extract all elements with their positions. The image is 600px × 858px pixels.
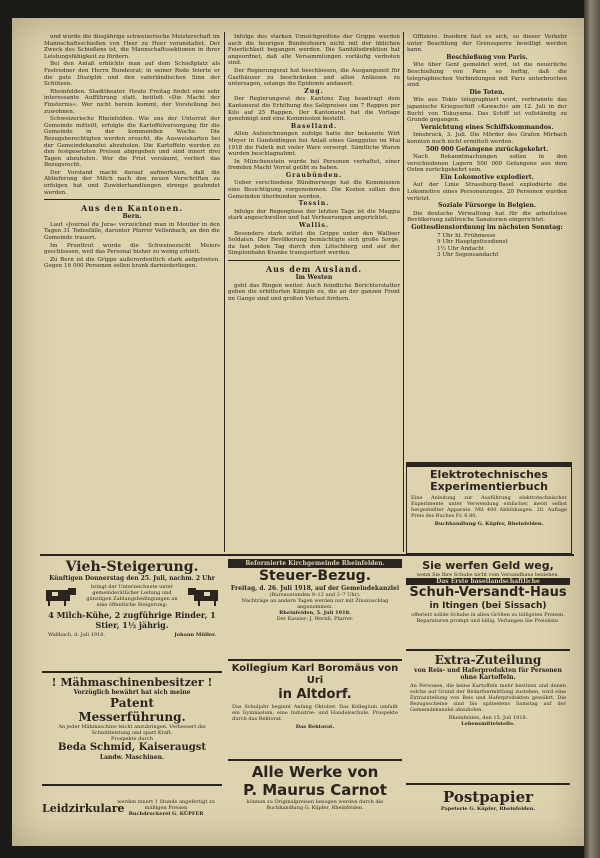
article-paragraph: Infolge des starken Umsichgreifens der Grippe werden auch die heurigen Bundesfeiern nicht mit der üblichen Feierlichkeit begangen werden. Die Sanitätsdirektion hat angeordnet, daß alle Versammlungen vorläufig verboten sind. [228, 34, 400, 67]
article-paragraph: Allen Aufzeichnungen zufolge hatte der bekannte Wirt Meyer in Gundeldingen bei Anlaß eines Ganggutes im Mai 1918 die Fabrik mit vieler Ware versorgt. Sämtliche Waren wurden beschlagnahmt. [228, 131, 400, 158]
ad-title: Steuer-Bezug. [258, 568, 372, 584]
ad-header: Reformierte Kirchgemeinde Rheinfelden. [228, 559, 402, 568]
ad-title: Alle Werke von [251, 763, 379, 781]
article-paragraph: Innsbruck, 3. Juli. Die Mörder des Grafen Mirbach konnten noch nicht ermittelt werden. [407, 132, 567, 145]
ad-title: Postpapier [442, 788, 534, 806]
column-rule [224, 32, 225, 552]
article-paragraph: Wie aus Tokio telegraphiert wird, verbrannte das japanische Kriegsschiff »Kawachi« am 12. Juli in der Bucht von Tokuyama. Das Schiff ist vollständig zu Grunde gegangen. [407, 97, 567, 124]
subheading: Vernichtung eines Schiffskommandos. [420, 123, 554, 131]
ad-title: Extra-Zuteilung [434, 653, 542, 667]
column-3 [407, 34, 567, 458]
ad-title: Elektrotechnisches [430, 468, 548, 481]
subheading: Gottesdienstordnung im nächsten Sonntag: [411, 224, 563, 232]
subheading: Beschießung von Paris. [446, 53, 528, 61]
ad-body: Eine Anleitung zur Ausführung elektrotechnischer Experimente unter Verwendung einfacher, meist selbst hergestellter Apparate. Mit 400 Abbildungen. 20. Auflage Preis des Buches Fr. 6.80. [411, 495, 567, 519]
service-list [407, 233, 567, 259]
article-paragraph: Der Regierungsrat hat beschlossen, die Ausgangszeit für Gasthäuser zu beschränken und allen Anlässen zu untersagen, solange die Epidemie andauert. [228, 67, 400, 88]
article-paragraph: Laut »Journal du Jura« verzeichnet man in Moutier in den Tagen 31 Todesfälle, darunter Pfarrer Vellenbach, an den die Gemeinde trauert. [44, 221, 220, 242]
article-paragraph: Schweizerische Rheinfelden. Wie uns der Unterrat der Gemeinde mitteilt, erfolgte die Kartoffelversorgung für die Gemeinde in der kommenden Woche. Die Bezugsberechtigten werden ersucht, die Ausweiskarten bei der Gemeindekanzlei abzuholen. Die Kartoffeln werden zu den festgesetzten Preisen abgegeben und sind innert drei Tagen abzuholen. Wer die Frist versäumt, verliert das Bezugsrecht. [44, 116, 220, 169]
subheading: Im Westen [295, 274, 333, 281]
column-2 [228, 34, 400, 552]
ad-title: Vieh-Steigerung. [65, 559, 199, 575]
ad-place: Wallbach, d. Juli 1918. [48, 632, 105, 638]
section-heading: Aus dem Ausland. [265, 264, 363, 274]
subheading: 500 000 Gefangene zurückgekehrt. [425, 145, 549, 153]
subheading: Zug. [304, 87, 324, 95]
article-paragraph: Zu Bern ist die Grippe außerordentlich stark aufgetreten. Gegen 16 000 Personen sollen krank darniederliegen. [44, 256, 220, 270]
section-heading: Aus den Kantonen. [80, 203, 184, 214]
ad-date: Freitag, d. 26. Juli 1918, auf der Gemeindekanzlei [230, 585, 400, 592]
article-paragraph: Die deutsche Verwaltung hat für die arbeitslose Bevölkerung zahlreiche Sanatorien eingerichtet. [407, 210, 567, 224]
subheading: Baselland. [290, 122, 338, 130]
ad-contact: Prospekte durch [111, 736, 153, 742]
ad-firm: Landw. Maschinen. [99, 754, 165, 761]
ad-place: Rheinfelden, den 15. Juli 1918. [448, 715, 528, 721]
ad-line: Das Erste basellandschaftliche [406, 578, 570, 585]
article-paragraph: Auf der Linie Strassburg-Basel explodierte die Lokomotive eines Personenzuges. 20 Personen wurden verletzt. [407, 182, 567, 202]
article-paragraph: Infolge der Regengüsse der letzten Tage ist die Maggia stark angeschwollen und hat Verheerungen angerichtet. [228, 208, 400, 222]
article-paragraph: und wurde die diesjährige schweizerische Meisterschaft im Mannschaftsschießen von Heer zu Heer veranstaltet. Der Zweck des Schießens ist, die Mannschaftssektionen in ihrer Leistungsfähigkeit zu fördern. [44, 34, 220, 60]
subheading: Bern. [122, 213, 142, 221]
service-list-item: 1½ Uhr Andacht [437, 245, 485, 252]
ad-top-sub: wenn Sie Ihre Schuhe nicht vom Versandhaus beziehen. [416, 572, 560, 578]
ad-sign: Das Rektorat. [295, 724, 335, 730]
cow-icon [184, 585, 222, 607]
ad-name: Johann Müller. [174, 632, 216, 638]
ad-body: offeriert solide Schuhe in allen Größen zu billigsten Preisen. Reparaturen prompt und billig. Verlangen Sie Preisliste. [411, 612, 565, 624]
ad-sign: Lebensmittelstelle. [461, 721, 515, 727]
subheading: Soziale Fürsorge in Belgien. [437, 202, 537, 210]
ad-main: Messerführung. [78, 710, 186, 724]
article-paragraph: Wie über Genf gemeldet wird, ist die neuerliche Beschießung von Paris so heftig, daß die telegraphischen Verbindungen mit Paris unterbrochen sind. [407, 62, 567, 89]
article-paragraph: Ueber verschiedene Bündnerwege hat die Kommission eine Besichtigung vorgenommen. Die Kosten sollen den Gemeinden überbunden werden. [228, 180, 400, 200]
ad-shop: Papeterie G. Küpfer, Rheinfelden. [440, 806, 536, 812]
ad-extra-ration [406, 653, 570, 785]
ad-tax-collection [228, 559, 402, 661]
subheading: Tessin. [298, 200, 330, 208]
ad-place: in Itingen (bei Sissach) [429, 601, 547, 611]
service-list-item: 3 Uhr Segensandacht [437, 252, 499, 259]
ad-date: Künftigen Donnerstag den 25. Juli, nachm. 2 Uhr [49, 575, 215, 582]
ad-top: Sie werfen Geld weg, [422, 559, 554, 572]
ad-body: An Personen, die keine Kartoffeln mehr besitzen und denen solche auf Grund der Bedarfsermittlung zustehen, wird eine Extrazuteilung von Reis und Haferprodukten gewährt. Die Bezugsscheine sind bis spätestens Samstag auf der Gemeindekanzlei abzuholen. [410, 683, 566, 713]
ad-shop: Buchhandlung G. Küpfer, Rheinfelden. [434, 521, 544, 527]
ad-sub: von Reis- und Haferprodukten für Personen ohne Kartoffeln. [414, 667, 562, 681]
ad-sub: Vorzüglich bewährt hat sich meine [73, 689, 191, 696]
ad-items: 4 Milch-Kühe, 2 zugführige Rinder, 1 Stier, 1½ jährig. [48, 610, 216, 630]
article-paragraph: geht das Ringen weiter. Auch feindliche Berichterstatter geben die erbitterten Kämpfe zu, die an der ganzen Front im Gange sind und großen Verlust fordern. [228, 282, 400, 302]
subheading: Ein Lokomotive explodiert. [440, 173, 534, 181]
ad-mower [42, 676, 222, 786]
article-paragraph: Besonders stark wütet die Grippe unter den Walliser Soldaten. Der Bevölkerung bemächtigte sich große Sorge, da fast jeden Tag durch den Lötschberg und auf der Simplonbahn Kranke transportiert werden. [228, 230, 400, 257]
article-paragraph: Der Regierungsrat des Kantons Zug beantragt dem Kantonsrat die Erhöhung des Salzpreises um 7 Rappen per Kilo auf 25 Rappen. Der Kantonsrat hat die Vorlage genehmigt und eine Kommission bestellt. [228, 96, 400, 123]
ad-title: Experimentierbuch [430, 480, 548, 493]
ad-main: Patent [110, 696, 154, 710]
ad-body: Nachträge an andern Tagen werden nur mit Zinszuschlag angenommen. [241, 598, 389, 610]
ad-body: bringt der Unterzeichnete unter gemeinderätlicher Leitung und günstigen Zahlungsbedingungen an eine öffentliche Steigerung: [86, 584, 178, 608]
ad-cattle-auction [42, 559, 222, 673]
article-paragraph: Bei den Anlaß erblickte man auf dem Schießplatz als Festredner den Herrn Bundesrat; in seiner Rede feierte er die gute Disziplin und den vaterländischen Sinn der Schützen. [44, 61, 220, 88]
ad-title: ! Mähmaschinenbesitzer ! [51, 676, 213, 689]
ad-body: Das Schuljahr beginnt Anfang Oktober. Das Kollegium umfaßt ein Gymnasium, eine Industrie- und Handelsschule. Prospekte durch das Rektorat. [232, 704, 398, 722]
article-paragraph: Der Vorstand macht darauf aufmerksam, daß die Ablieferung der Milch nach den neuen Vorschriften zu erfolgen hat und Zuwiderhandlungen strenge geahndet werden. [44, 169, 220, 196]
ad-body: An jeder Mähmaschine leicht anzubringen. Verbessert die Schnittleistung und spart Kraft. [58, 724, 206, 736]
column-1 [44, 34, 220, 552]
column-rule [403, 32, 404, 552]
ad-name: Beda Schmid, Kaiseraugst [58, 742, 206, 753]
ad-hours: (Bureaustunden 8–12 und 2–7 Uhr). [269, 592, 361, 598]
book-binding [584, 0, 600, 858]
subheading: Die Toten. [469, 88, 505, 96]
ad-sign: Der Kassier: J. Wernli, Pfarrer. [276, 616, 354, 622]
article-paragraph: Offiziere. Insofern fast es sich, so dieser Verkehr unter Beachtung der Grenzsperre bewilligt werden kann. [407, 34, 567, 54]
ad-title: Kollegium Karl Boromäus von Uri [231, 663, 399, 686]
ad-electro-book [406, 462, 572, 554]
ad-shop: Buchdruckerei G. KÜPFER [128, 811, 204, 817]
ad-title: in Altdorf. [278, 687, 352, 702]
ad-body: werden innert 1 Stunde angefertigt zu mäßigen Preisen [117, 799, 215, 811]
ad-title: P. Maurus Carnot [243, 781, 387, 799]
service-list-item: 7 Uhr hl. Frühmesse [437, 232, 496, 239]
ad-title: Leidzirkulare [42, 801, 125, 815]
ad-place: Rheinfelden, 5. Juli 1918. [279, 610, 351, 616]
ad-shoes [406, 559, 570, 651]
subheading: Graubünden. [285, 171, 343, 179]
article-paragraph: Im Prunttrut wurde die Schweinezucht Meiers geschlossen, weil das Personal bisher zu wenig erhielt. [44, 242, 220, 256]
article-paragraph: Nach Bekanntmachungen sollen in den verschiedenen Lagern 500 000 Gefangene aus dem Osten zurückgekehrt sein. [407, 154, 567, 174]
ad-postpapier [406, 788, 570, 828]
ad-body: können zu Originalpreisen bezogen werden durch die Buchhandlung G. Küpfer, Rheinfelden. [246, 799, 384, 811]
article-paragraph: Rheinfelden. Stadttheater. Heute Freitag findet eine sehr interessante Aufführung statt, betitelt »Die Macht der Finsternis«. Wer nicht herein kommt, der Vorstellung bei zuwohnen. [44, 88, 220, 115]
horizontal-rule [40, 554, 574, 556]
service-list-item: 9 Uhr Hauptgottesdienst [437, 239, 508, 246]
ad-carnot [228, 763, 402, 829]
ad-title: Schuh-Versandt-Haus [409, 585, 567, 600]
ad-kollegium [228, 663, 402, 761]
article-paragraph: In Münchenstein wurde bei Personen verhaftet, einer fremden Macht Verrat geübt zu haben. [228, 158, 400, 172]
cow-icon [42, 585, 80, 607]
ad-mourning-cards [42, 788, 222, 828]
subheading: Wallis. [298, 222, 330, 230]
newspaper-page [12, 18, 584, 846]
